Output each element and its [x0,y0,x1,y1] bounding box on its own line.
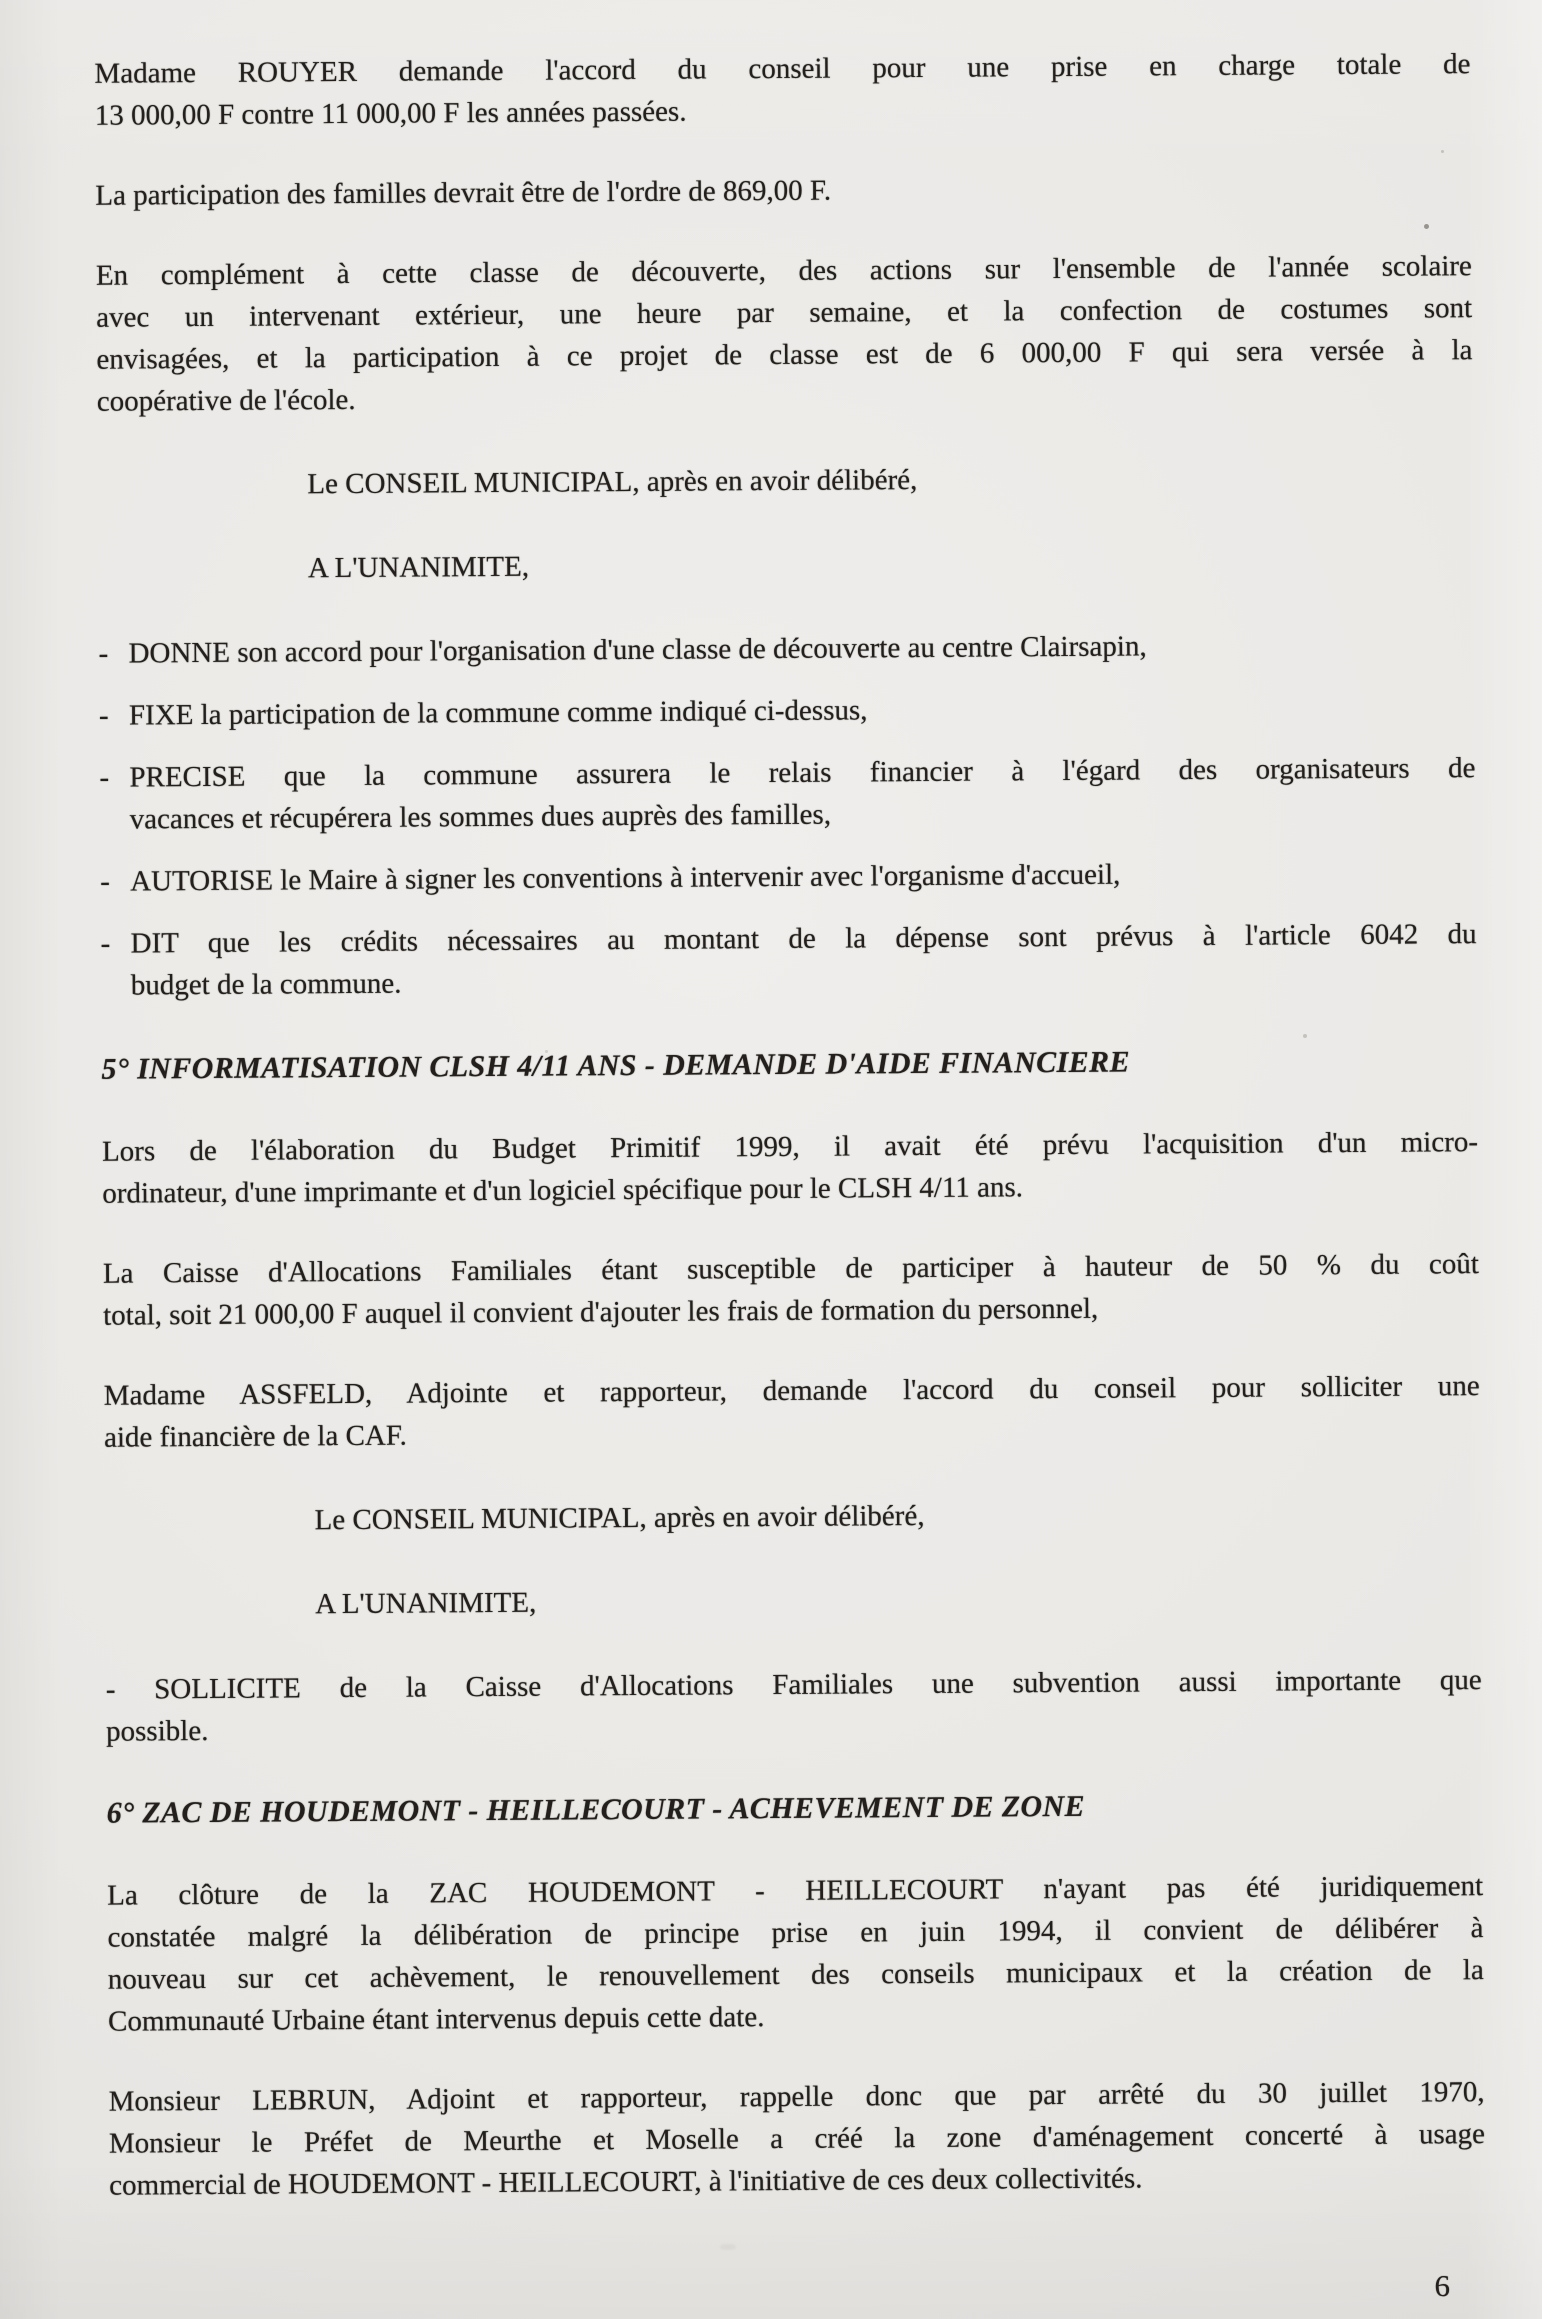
text-line: Lors de l'élaboration du Budget Primitif 1999, il avait été prévu l'acquisition d'un micro- [101,1126,1479,1168]
list-item-donne [98,623,1474,675]
paragraph-caisse-allocations [103,1243,1480,1337]
text-line: budget de la commune. [130,967,402,1002]
text-line: ordinateur, d'une imprimante et d'un logiciel spécifique pour le CLSH 4/11 ans. [102,1171,1024,1210]
list-item-text [130,913,1477,1006]
paragraph-participation-familles [95,165,1471,217]
dash-marker: - [99,761,110,794]
text-line: Monsieur LEBRUN, Adjoint et rapporteur, rappelle donc que par arrêté du 30 juillet 1970, [108,2076,1485,2118]
scan-speck [720,2244,736,2250]
page-number: 6 [1434,2268,1450,2303]
conseil-municipal-line: Le CONSEIL MUNICIPAL, après en avoir délibéré, [314,1499,925,1537]
text-line: La clôture de la ZAC HOUDEMONT - HEILLECOURT n'ayant pas été juridiquement [107,1870,1484,1912]
list-item-text [128,623,1474,674]
text-line: total, soit 21 000,00 F auquel il convient d'ajouter les frais de formation du personnel, [103,1292,1099,1332]
text-line: commercial de HOUDEMONT - HEILLECOURT, à l'initiative de ces deux collectivités. [109,2162,1143,2202]
text-line: 13 000,00 F contre 11 000,00 F les années passées. [94,95,687,132]
section-heading-informatisation: 5° INFORMATISATION CLSH 4/11 ANS - DEMANDE D'AIDE FINANCIERE [101,1045,1131,1086]
text-line: Monsieur le Préfet de Meurthe et Moselle a créé la zone d'aménagement concerté à usage [108,2118,1486,2160]
paragraph-cloture-zac [107,1865,1484,2043]
list-item-autorise [100,851,1476,903]
list-item-text [130,851,1476,902]
list-item-text [129,747,1476,840]
text-line: DIT que les crédits nécessaires au montant de la dépense sont prévus à l'article 6042 du [130,918,1477,960]
list-item-dit [100,913,1477,1007]
text-line: DONNE son accord pour l'organisation d'une classe de découverte au centre Clairsapin, [128,630,1147,670]
paragraph-sollicite [106,1659,1483,1753]
text-line: - SOLLICITE de la Caisse d'Allocations Familiales une subvention aussi importante que [105,1664,1482,1706]
text-line: constatée malgré la délibération de principe prise en juin 1994, il convient de délibérer à [107,1912,1484,1954]
scan-speck [1441,150,1444,153]
dash-marker: - [98,699,109,732]
text-line: possible. [105,1714,209,1748]
paragraph-rouyer-request [94,43,1471,137]
paragraph-assfeld [104,1365,1481,1459]
text-line: Madame ASSFELD, Adjointe et rapporteur, demande l'accord du conseil pour solliciter une [103,1370,1480,1412]
text-line: nouveau sur cet achèvement, le renouvellement des conseils municipaux et la création de la [107,1954,1484,1996]
list-item-precise [99,747,1476,841]
text-line: avec un intervenant extérieur, une heure par semaine, et la confection de costumes sont [96,292,1473,334]
text-line: PRECISE que la commune assurera le relais financier à l'égard des organisateurs de [129,752,1476,794]
text-line: aide financière de la CAF. [103,1419,407,1454]
scan-speck [545,1050,548,1053]
dash-marker: - [100,927,111,960]
paragraph-budget-primitif [102,1121,1479,1215]
scan-speck [1424,224,1429,229]
text-line: La participation des familles devrait être de l'ordre de 869,00 F. [95,174,832,212]
unanimite-line: A L'UNANIMITE, [315,1586,537,1621]
text-line: Communauté Urbaine étant intervenus depuis cette date. [107,2001,765,2038]
text-line: FIXE la participation de la commune comme indiqué ci-dessus, [128,694,868,732]
text-line: Madame ROUYER demande l'accord du conseil pour une prise en charge totale de [94,48,1471,90]
text-line: vacances et récupérera les sommes dues auprès des familles, [129,798,832,836]
scan-speck [1303,1034,1307,1038]
paragraph-complement-classe [96,245,1473,423]
list-item-text [129,685,1475,736]
dash-marker: - [100,865,110,898]
paragraph-lebrun [109,2071,1486,2207]
text-line: En complément à cette classe de découverte, des actions sur l'ensemble de l'année scolaire [95,250,1472,292]
text-line: La Caisse d'Allocations Familiales étant susceptible de participer à hauteur de 50 % du coût [102,1248,1479,1290]
dash-marker: - [98,637,109,670]
section-heading-zac-houdemont: 6° ZAC DE HOUDEMONT - HEILLECOURT - ACHEVEMENT DE ZONE [106,1789,1086,1830]
text-line: coopérative de l'école. [96,383,356,418]
decision-list [98,623,1477,1007]
conseil-municipal-line: Le CONSEIL MUNICIPAL, après en avoir délibéré, [307,463,918,501]
text-line: AUTORISE le Maire à signer les conventions à intervenir avec l'organisme d'accueil, [130,858,1121,898]
list-item-fixe [99,685,1475,737]
unanimite-line: A L'UNANIMITE, [307,550,530,585]
text-line: envisagées, et la participation à ce projet de classe est de 6 000,00 F qui sera versée à la [96,334,1473,376]
